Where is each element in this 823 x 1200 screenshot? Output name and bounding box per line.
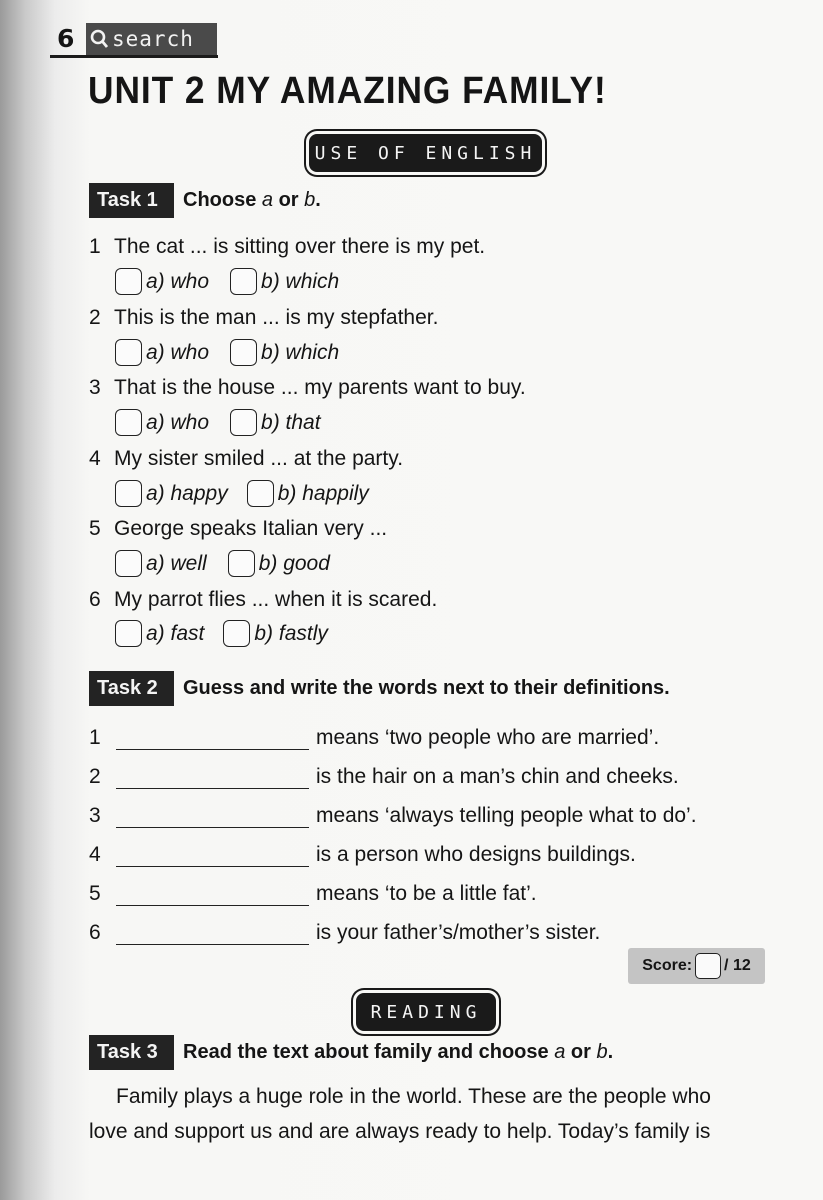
header-rule [50,55,218,58]
answer-line[interactable] [116,731,309,750]
checkbox[interactable] [115,409,142,436]
page-number: 6 [57,24,75,53]
question-4: 4 My sister smiled ... at the party. [89,447,404,470]
option-b[interactable]: b) happily [247,480,369,507]
question-6-options [115,620,328,647]
question-3: 3 That is the house ... my parents want to buy. [89,376,526,399]
task3-tag: Task 3 [89,1035,174,1070]
answer-line[interactable] [116,926,309,945]
checkbox[interactable] [228,550,255,577]
option-a[interactable]: a) happy [115,480,228,507]
option-b[interactable]: b) that [230,409,321,436]
answer-line[interactable] [116,770,309,789]
question-2: 2 This is the man ... is my stepfather. [89,306,439,329]
checkbox[interactable] [230,268,257,295]
definition-row-3: 3 means ‘always telling people what to do’. [89,804,697,827]
answer-line[interactable] [116,887,309,906]
option-a[interactable]: a) who [115,409,209,436]
checkbox[interactable] [230,409,257,436]
definition-row-2: 2 is the hair on a man’s chin and cheeks. [89,765,679,788]
definition-row-4: 4 is a person who designs buildings. [89,843,636,866]
section-badge-reading: READING [356,993,496,1031]
option-a[interactable]: a) who [115,339,209,366]
score-box [628,948,765,984]
score-total: / 12 [724,957,751,974]
checkbox[interactable] [247,480,274,507]
question-4-options [115,480,369,507]
task1-tag: Task 1 [89,183,174,218]
checkbox[interactable] [115,620,142,647]
task1-instruction: Choose a or b. [183,189,321,211]
unit-title: UNIT 2 MY AMAZING FAMILY! [88,70,607,112]
option-b[interactable]: b) which [230,339,339,366]
score-input[interactable] [695,953,721,979]
paragraph-line-2: love and support us and are always ready to help. Today’s family is [89,1120,711,1143]
question-5: 5 George speaks Italian very ... [89,517,388,540]
checkbox[interactable] [115,339,142,366]
question-5-options [115,550,330,577]
question-1-options [115,268,339,295]
question-2-options [115,339,339,366]
option-b[interactable]: b) which [230,268,339,295]
checkbox[interactable] [115,550,142,577]
task2-tag: Task 2 [89,671,174,706]
definition-row-1: 1 means ‘two people who are married’. [89,726,660,749]
option-b[interactable]: b) fastly [223,620,328,647]
checkbox[interactable] [230,339,257,366]
checkbox[interactable] [223,620,250,647]
checkbox[interactable] [115,480,142,507]
score-label: Score: [642,957,693,974]
answer-line[interactable] [116,809,309,828]
definition-row-6: 6 is your father’s/mother’s sister. [89,921,601,944]
section-badge-use-of-english: USE OF ENGLISH [309,134,542,172]
task3-instruction: Read the text about family and choose a or b. [183,1041,614,1063]
question-3-options [115,409,321,436]
magnifier-icon [86,23,112,55]
option-a[interactable]: a) well [115,550,207,577]
definition-row-5: 5 means ‘to be a little fat’. [89,882,537,905]
checkbox[interactable] [115,268,142,295]
question-1: 1 The cat ... is sitting over there is my pet. [89,235,486,258]
answer-line[interactable] [116,848,309,867]
option-a[interactable]: a) who [115,268,209,295]
option-a[interactable]: a) fast [115,620,204,647]
question-6: 6 My parrot flies ... when it is scared. [89,588,438,611]
paragraph-line-1: Family plays a huge role in the world. These are the people who [116,1085,711,1108]
option-b[interactable]: b) good [228,550,330,577]
reading-paragraph [89,1079,789,1149]
series-search-label [86,23,217,55]
search-label-text: search [112,27,194,51]
task2-instruction: Guess and write the words next to their definitions. [183,677,670,699]
